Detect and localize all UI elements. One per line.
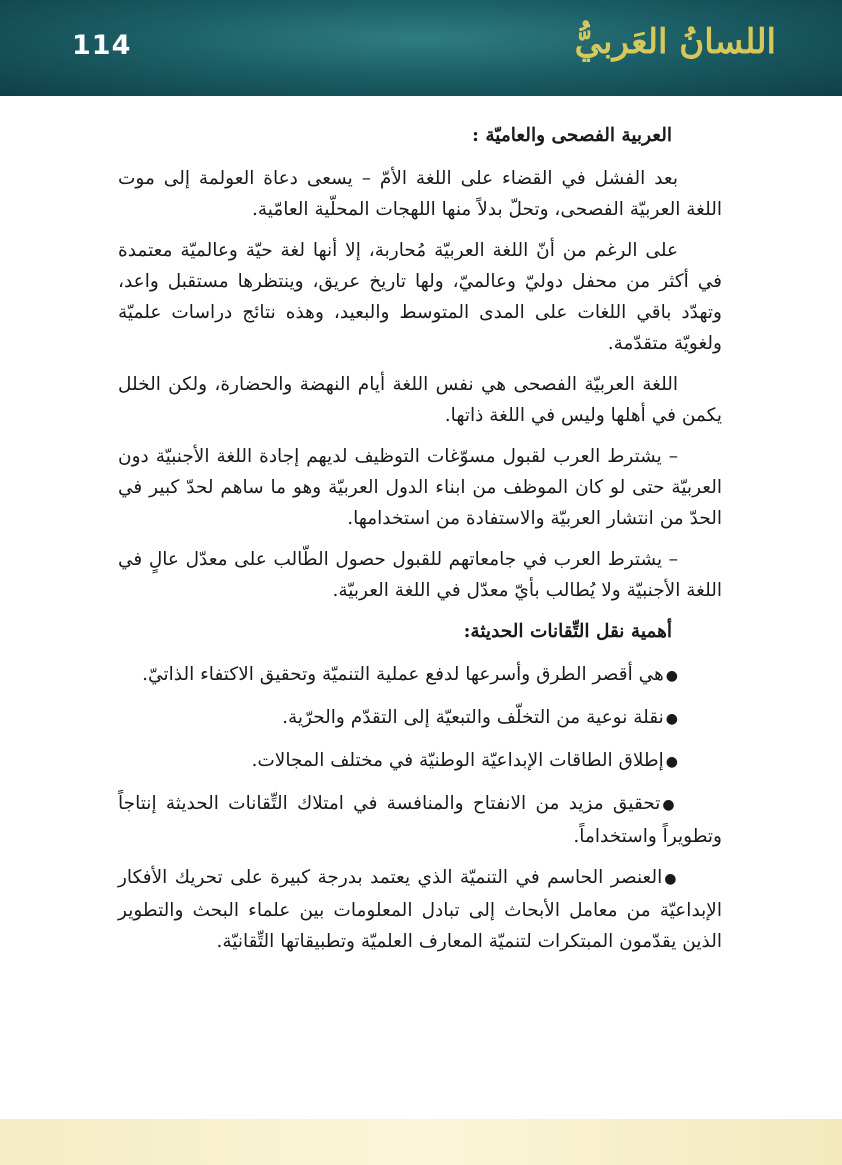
- paragraph: – يشترط العرب لقبول مسوّغات التوظيف لديهم إجادة اللغة الأجنبيّة دون العربيّة حتى لو كان الموظف من ابناء الدول العربيّة وهو ما ساهم لحدّ كبير في الحدّ من انتشار العربيّة والاستفادة من استخدامها.: [118, 446, 722, 529]
- list-item: ●تحقيق مزيد من الانفتاح والمنافسة في امتلاك التِّقانات الحديثة إنتاجاً وتطويراً واستخداماً.: [118, 793, 722, 847]
- bullet-icon: ●: [665, 711, 678, 727]
- book-logo: اللسانُ العَربيُّ: [574, 22, 776, 62]
- paragraph: على الرغم من أنّ اللغة العربيّة مُحاربة، إلا أنها لغة حيّة وعالميّة معتمدة في أكثر من محفل دوليّ وعالميّ، ولها تاريخ عريق، وينتظرها مستقبل واعد، وتهدّد باقي اللغات على المدى المتوسط والبعيد، وهذه نتائج دراسات علميّة ولغويّة متقدّمة.: [118, 240, 722, 354]
- page-header: [0, 0, 842, 96]
- bullet-icon: ●: [662, 797, 678, 813]
- bullet-icon: ●: [665, 668, 678, 684]
- paragraph: اللغة العربيّة الفصحى هي نفس اللغة أيام النهضة والحضارة، ولكن الخلل يكمن في أهلها وليس في اللغة ذاتها.: [118, 374, 722, 426]
- page-number: 114: [72, 30, 132, 61]
- list-item: ●العنصر الحاسم في التنميّة الذي يعتمد بدرجة كبيرة على تحريك الأفكار الإبداعيّة من معامل الأبحاث إلى تبادل المعلومات بين علماء البحث والتطوير الذين يقدّمون المبتكرات لتنميّة المعارف العلميّة وتطبيقاتها التِّقانيّة.: [118, 867, 722, 952]
- list-item: ●هي أقصر الطرق وأسرعها لدفع عملية التنميّة وتحقيق الاكتفاء الذاتيّ.: [142, 664, 678, 685]
- section-heading-fusha: العربية الفصحى والعاميّة :: [472, 125, 672, 146]
- list-item: ●نقلة نوعية من التخلّف والتبعيّة إلى التقدّم والحرّية.: [282, 707, 678, 728]
- page-footer-band: [0, 1119, 842, 1165]
- list-item: ●إطلاق الطاقات الإبداعيّة الوطنيّة في مختلف المجالات.: [251, 750, 678, 771]
- section-heading-technology: أهمية نقل التِّقانات الحديثة:: [463, 621, 672, 642]
- paragraph: بعد الفشل في القضاء على اللغة الأمّ – يسعى دعاة العولمة إلى موت اللغة العربيّة الفصحى، وتحلّ بدلاً منها اللهجات المحلّية العامّية.: [118, 168, 722, 220]
- bullet-icon: ●: [665, 754, 678, 770]
- page-body: [118, 120, 722, 967]
- paragraph: – يشترط العرب في جامعاتهم للقبول حصول الطّالب على معدّل عالٍ في اللغة الأجنبيّة ولا يُطالب بأيّ معدّل في اللغة العربيّة.: [118, 549, 722, 601]
- bullet-icon: ●: [664, 871, 678, 887]
